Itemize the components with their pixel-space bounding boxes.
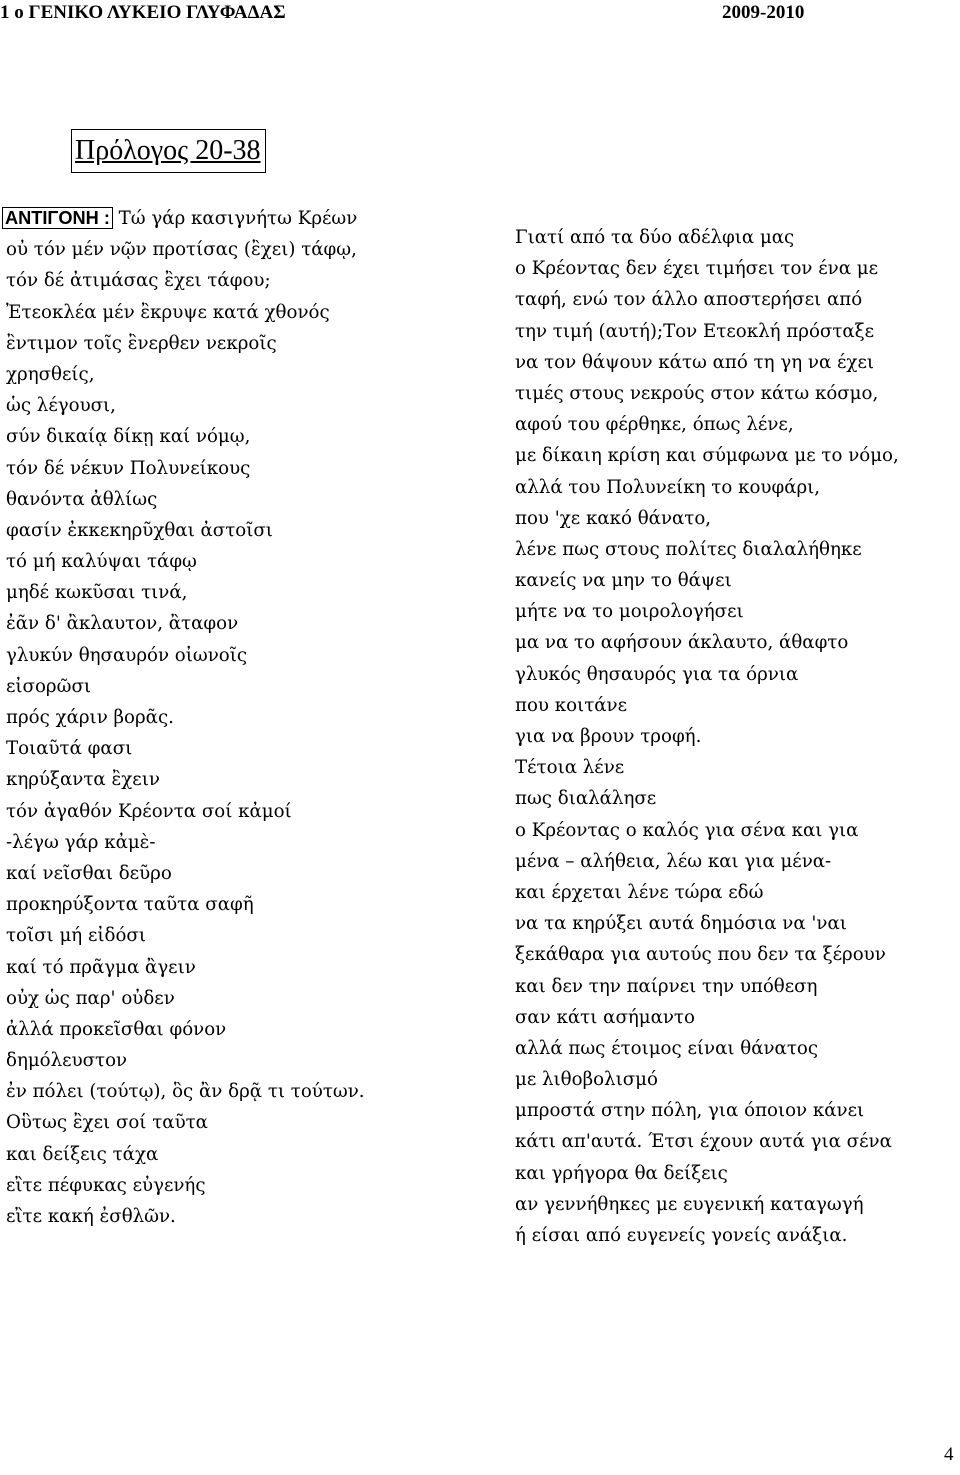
- translation-line: να τα κηρύξει αυτά δημόσια να 'ναι: [515, 913, 847, 935]
- original-line: τόν ἀγαθόν Κρέοντα σοί κἀμοί: [6, 800, 292, 822]
- translation-line: με δίκαιη κρίση και σύμφωνα με το νόμο,: [515, 445, 899, 467]
- original-line: ἐᾶν δ' ἂκλαυτον, ἂταφον: [6, 613, 239, 635]
- translation-line: μήτε να το μοιρολογήσει: [515, 601, 744, 623]
- original-line: χρησθείς,: [6, 363, 95, 385]
- translation-line: με λιθοβολισμό: [515, 1069, 658, 1091]
- translation-line: και δεν την παίρνει την υπόθεση: [515, 975, 818, 997]
- original-line: θανόντα ἀθλίως: [6, 488, 158, 510]
- original-line: καί τό πρᾶγμα ἂγειν: [6, 956, 196, 978]
- translation-line: ταφή, ενώ τον άλλο αποστερήσει από: [515, 289, 863, 311]
- original-line: Τοιαῦτά φασι: [6, 738, 133, 760]
- original-lines: [6, 234, 476, 1232]
- original-line: μηδέ κωκῦσαι τινά,: [6, 582, 188, 604]
- translation-line: ξεκάθαρα για αυτούς που δεν τα ξέρουν: [515, 944, 886, 966]
- header-school: 1 ο ΓΕΝΙΚΟ ΛΥΚΕΙΟ ΓΛΥΦΑΔΑΣ: [0, 2, 286, 23]
- original-line: εἲτε πέφυκας εὐγενής: [6, 1174, 206, 1196]
- original-line: οὐ τόν μέν νῷν προτίσας (ἒχει) τάφῳ,: [6, 239, 357, 261]
- translation-line: αλλά του Πολυνείκη το κουφάρι,: [515, 476, 821, 498]
- original-line: ἒντιμον τοῖς ἒνερθεν νεκροῖς: [6, 332, 277, 354]
- translation-line: ο Κρέοντας ο καλός για σένα και για: [515, 819, 859, 841]
- original-line: δημόλευστον: [6, 1050, 128, 1072]
- original-line: Ἐτεοκλέα μέν ἒκρυψε κατά χθονός: [6, 301, 330, 323]
- translation-line: ή είσαι από ευγενείς γονείς ανάξια.: [515, 1225, 848, 1246]
- original-line: και δείξεις τάχα: [6, 1143, 159, 1165]
- translation-line: να τον θάψουν κάτω από τη γη να έχει: [515, 351, 874, 373]
- speaker-label: ΑΝΤΙΓΟΝΗ :: [2, 207, 113, 229]
- translation-line: γλυκός θησαυρός για τα όρνια: [515, 663, 799, 685]
- original-first-line-text: Τώ γάρ κασιγνήτω Κρέων: [112, 208, 358, 229]
- original-line: -λέγω γάρ κἀμὲ-: [6, 831, 156, 853]
- original-line: τόν δέ ἀτιμάσας ἒχει τάφου;: [6, 270, 271, 292]
- original-line: καί νεῖσθαι δεῦρο: [6, 862, 172, 884]
- translation-line: κάτι απ'αυτά. Έτσι έχουν αυτά για σένα: [515, 1131, 892, 1153]
- header-year: 2009-2010: [722, 2, 805, 23]
- translation-line: που κοιτάνε: [515, 694, 628, 716]
- original-line: Οὓτως ἒχει σοί ταῦτα: [6, 1112, 208, 1134]
- translation-line: αν γεννήθηκες με ευγενική καταγωγή: [515, 1193, 864, 1215]
- original-line: εἲτε κακή ἐσθλῶν.: [6, 1206, 176, 1227]
- translation-line: μα να το αφήσουν άκλαυτο, άθαφτο: [515, 632, 849, 654]
- translation-lines: [515, 222, 955, 1251]
- original-line: τοῖσι μή εἰδόσι: [6, 925, 146, 947]
- original-line: ὡς λέγουσι,: [6, 395, 116, 417]
- translation-line: και έρχεται λένε τώρα εδώ: [515, 881, 764, 903]
- translation-line: τιμές στους νεκρούς στον κάτω κόσμο,: [515, 382, 879, 404]
- page-number: 4: [944, 1444, 954, 1465]
- translation-line: ο Κρέοντας δεν έχει τιμήσει τον ένα με: [515, 258, 879, 280]
- original-line: κηρύξαντα ἒχειν: [6, 769, 160, 791]
- original-line: πρός χάριν βορᾶς.: [6, 707, 174, 728]
- translation-line: που 'χε κακό θάνατο,: [515, 507, 712, 529]
- translation-line: και γρήγορα θα δείξεις: [515, 1162, 728, 1184]
- translation-line: πως διαλάλησε: [515, 788, 657, 810]
- original-line: γλυκύν θησαυρόν οἰωνοῖς: [6, 644, 248, 666]
- translation-line: για να βρουν τροφή.: [515, 726, 702, 747]
- translation-line: μπροστά στην πόλη, για όποιον κάνει: [515, 1100, 865, 1122]
- original-line: τόν δέ νέκυν Πολυνείκους: [6, 457, 251, 479]
- translation-line: σαν κάτι ασήμαντο: [515, 1006, 695, 1028]
- original-first-line: [6, 203, 476, 234]
- translation-line: αφού του φέρθηκε, όπως λένε,: [515, 414, 794, 436]
- translation-line: λένε πως στους πολίτες διαλαλήθηκε: [515, 538, 862, 560]
- page-title: Πρόλογος 20-38: [71, 129, 266, 173]
- original-line: προκηρύξοντα ταῦτα σαφῆ: [6, 894, 254, 916]
- translation-line: Τέτοια λένε: [515, 757, 625, 779]
- translation-line: μένα – αλήθεια, λέω και για μένα-: [515, 850, 832, 872]
- original-line: εἰσορῶσι: [6, 675, 91, 697]
- translation-line: την τιμή (αυτή);Τον Ετεοκλή πρόσταξε: [515, 320, 875, 342]
- original-line: ἀλλά προκεῖσθαι φόνον: [6, 1018, 227, 1040]
- original-line: φασίν ἐκκεκηρῦχθαι ἀστοῖσι: [6, 519, 273, 541]
- translation-line: Γιατί από τα δύο αδέλφια μας: [515, 227, 795, 248]
- translation-line: αλλά πως έτοιμος είναι θάνατος: [515, 1037, 819, 1059]
- original-line: σύν δικαίᾳ δίκῃ καί νόμῳ,: [6, 426, 251, 448]
- translation-column: [515, 222, 955, 1251]
- original-line: τό μή καλύψαι τάφῳ: [6, 551, 197, 573]
- original-text-column: [6, 203, 476, 1232]
- translation-line: κανείς να μην το θάψει: [515, 570, 732, 592]
- original-line: ἐν πόλει (τούτῳ), ὃς ἂν δρᾷ τι τούτων.: [6, 1081, 365, 1103]
- original-line: οὐχ ὡς παρ' οὐδεν: [6, 987, 175, 1009]
